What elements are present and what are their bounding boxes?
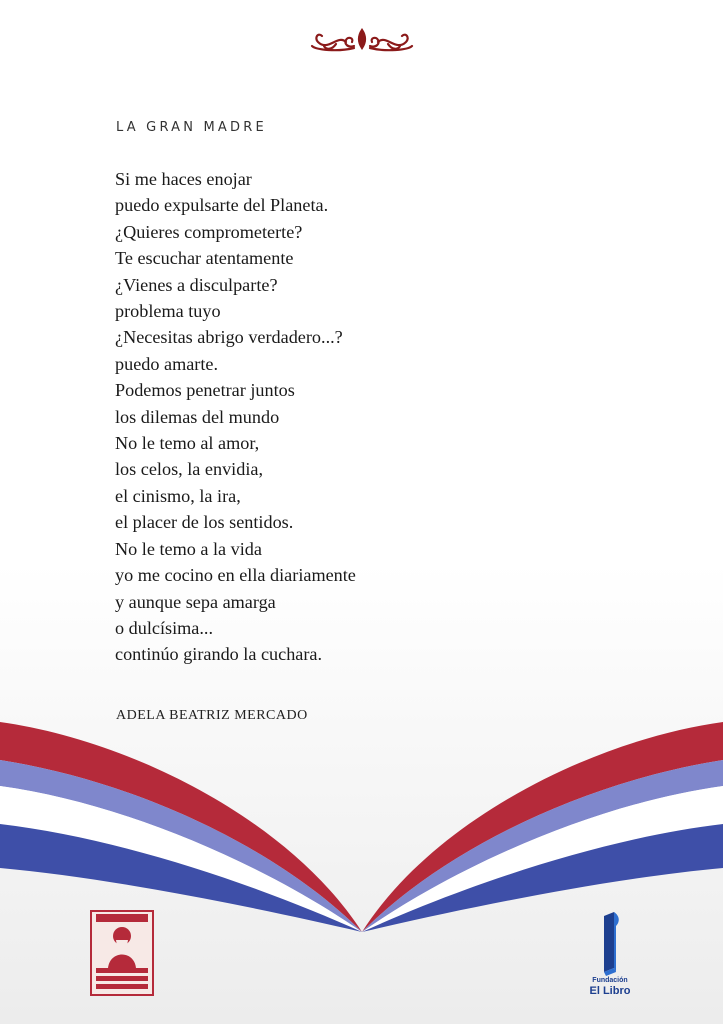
poem-line: puedo expulsarte del Planeta. — [115, 195, 329, 216]
poem-line: ¿Quieres comprometerte? — [115, 221, 303, 242]
ornament-flourish-icon — [308, 22, 416, 56]
poem-line: o dulcísima... — [115, 617, 213, 638]
poem-line: yo me cocino en ella diariamente — [115, 565, 356, 586]
poem-line: y aunque sepa amarga — [115, 591, 276, 612]
poem-line: Te escuchar atentamente — [115, 248, 294, 269]
poem-line: los dilemas del mundo — [115, 406, 280, 427]
poem-title: LA GRAN MADRE — [116, 120, 267, 135]
poem-body — [115, 166, 356, 668]
poem-line: el cinismo, la ira, — [115, 485, 241, 506]
sade-logo-icon — [90, 910, 154, 996]
poem-line: ¿Necesitas abrigo verdadero...? — [115, 327, 343, 348]
poem-line: problema tuyo — [115, 301, 221, 322]
poem-line: Podemos penetrar juntos — [115, 380, 295, 401]
fundacion-label: Fundación — [592, 977, 628, 984]
poem-line: No le temo a la vida — [115, 538, 262, 559]
poem-author: ADELA BEATRIZ MERCADO — [116, 708, 308, 723]
el-libro-label: El Libro — [589, 985, 631, 997]
poem-line: Si me haces enojar — [115, 169, 252, 189]
poem-line: el placer de los sentidos. — [115, 512, 294, 533]
poem-line: continúo girando la cuchara. — [115, 644, 323, 665]
poem-line: No le temo al amor, — [115, 433, 260, 454]
poem-line: ¿Vienes a disculparte? — [115, 274, 278, 295]
poem-line: los celos, la envidia, — [115, 459, 263, 480]
poem-line: puedo amarte. — [115, 353, 219, 374]
